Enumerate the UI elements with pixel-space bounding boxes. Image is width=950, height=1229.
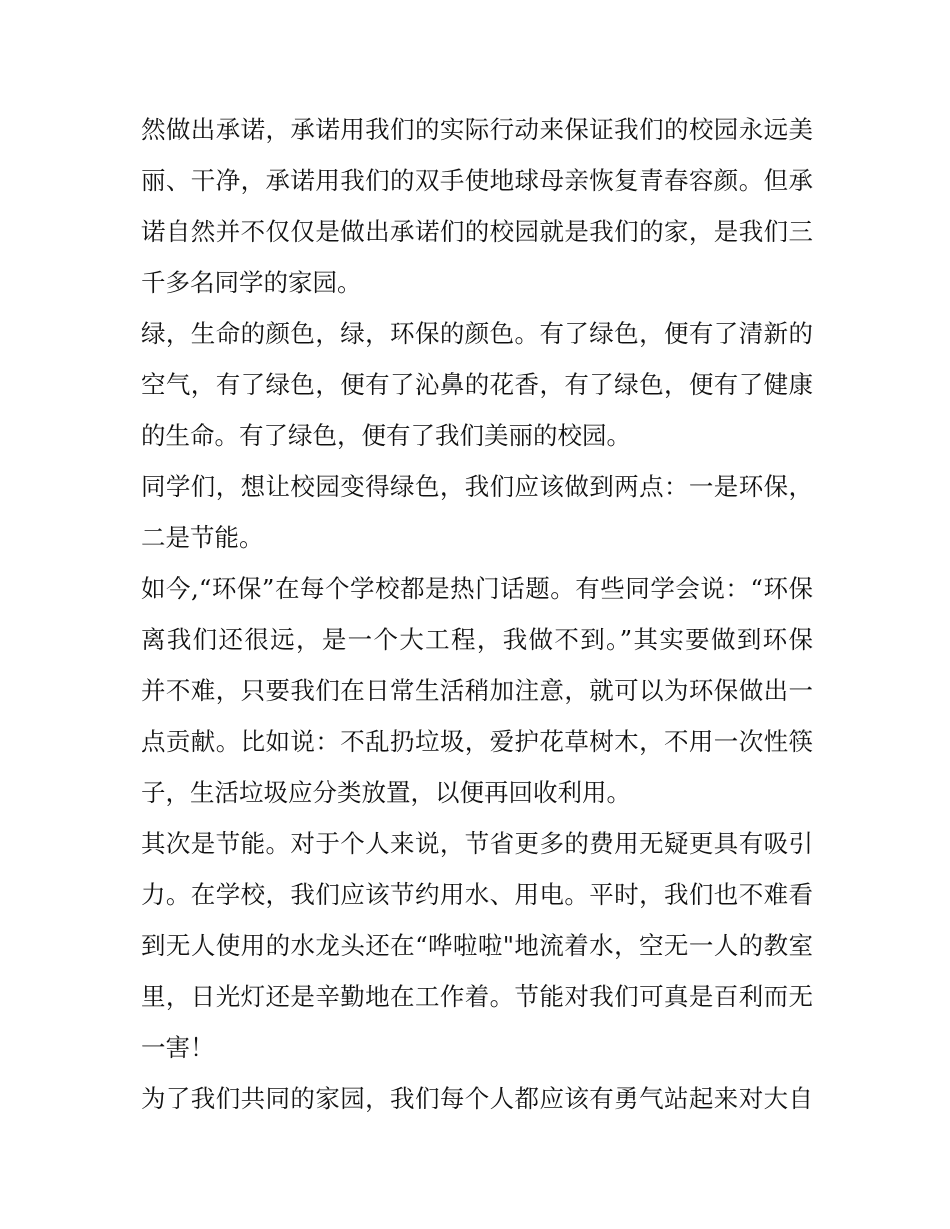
text-line: 诺自然并不仅仅是做出承诺们的校园就是我们的家，是我们三 (141, 217, 813, 246)
text-line: 二是节能。 (141, 523, 264, 552)
text-line: 点贡献。比如说：不乱扔垃圾，爱护花草树木，不用一次性筷 (141, 727, 813, 756)
text-line: 力。在学校，我们应该节约用水、用电。平时，我们也不难看 (141, 880, 813, 909)
text-line: 空气，有了绿色，便有了沁鼻的花香，有了绿色，便有了健康 (141, 370, 813, 399)
text-line: 一害！ (141, 1033, 215, 1062)
text-line: 的生命。有了绿色，便有了我们美丽的校园。 (141, 421, 631, 450)
text-line: 并不难，只要我们在日常生活稍加注意，就可以为环保做出一 (141, 676, 813, 705)
text-line: 丽、干净，承诺用我们的双手使地球母亲恢复青春容颜。但承 (141, 166, 813, 195)
text-line: 然做出承诺，承诺用我们的实际行动来保证我们的校园永远美 (141, 115, 813, 144)
text-line: 如今,“环保”在每个学校都是热门话题。有些同学会说：“环保 (141, 574, 813, 603)
text-line: 同学们，想让校园变得绿色，我们应该做到两点：一是环保， (141, 472, 813, 501)
text-line: 到无人使用的水龙头还在“哗啦啦"地流着水，空无一人的教室 (141, 931, 813, 960)
text-line: 千多名同学的家园。 (141, 268, 362, 297)
text-line: 离我们还很远，是一个大工程，我做不到。”其实要做到环保 (141, 625, 813, 654)
body-text (141, 104, 813, 1124)
text-line: 绿，生命的颜色，绿，环保的颜色。有了绿色，便有了清新的 (141, 319, 813, 348)
text-line: 里，日光灯还是辛勤地在工作着。节能对我们可真是百利而无 (141, 982, 813, 1011)
text-line: 其次是节能。对于个人来说，节省更多的费用无疑更具有吸引 (141, 829, 813, 858)
text-line: 子，生活垃圾应分类放置，以便再回收利用。 (141, 778, 631, 807)
text-line: 为了我们共同的家园，我们每个人都应该有勇气站起来对大自 (141, 1084, 813, 1113)
